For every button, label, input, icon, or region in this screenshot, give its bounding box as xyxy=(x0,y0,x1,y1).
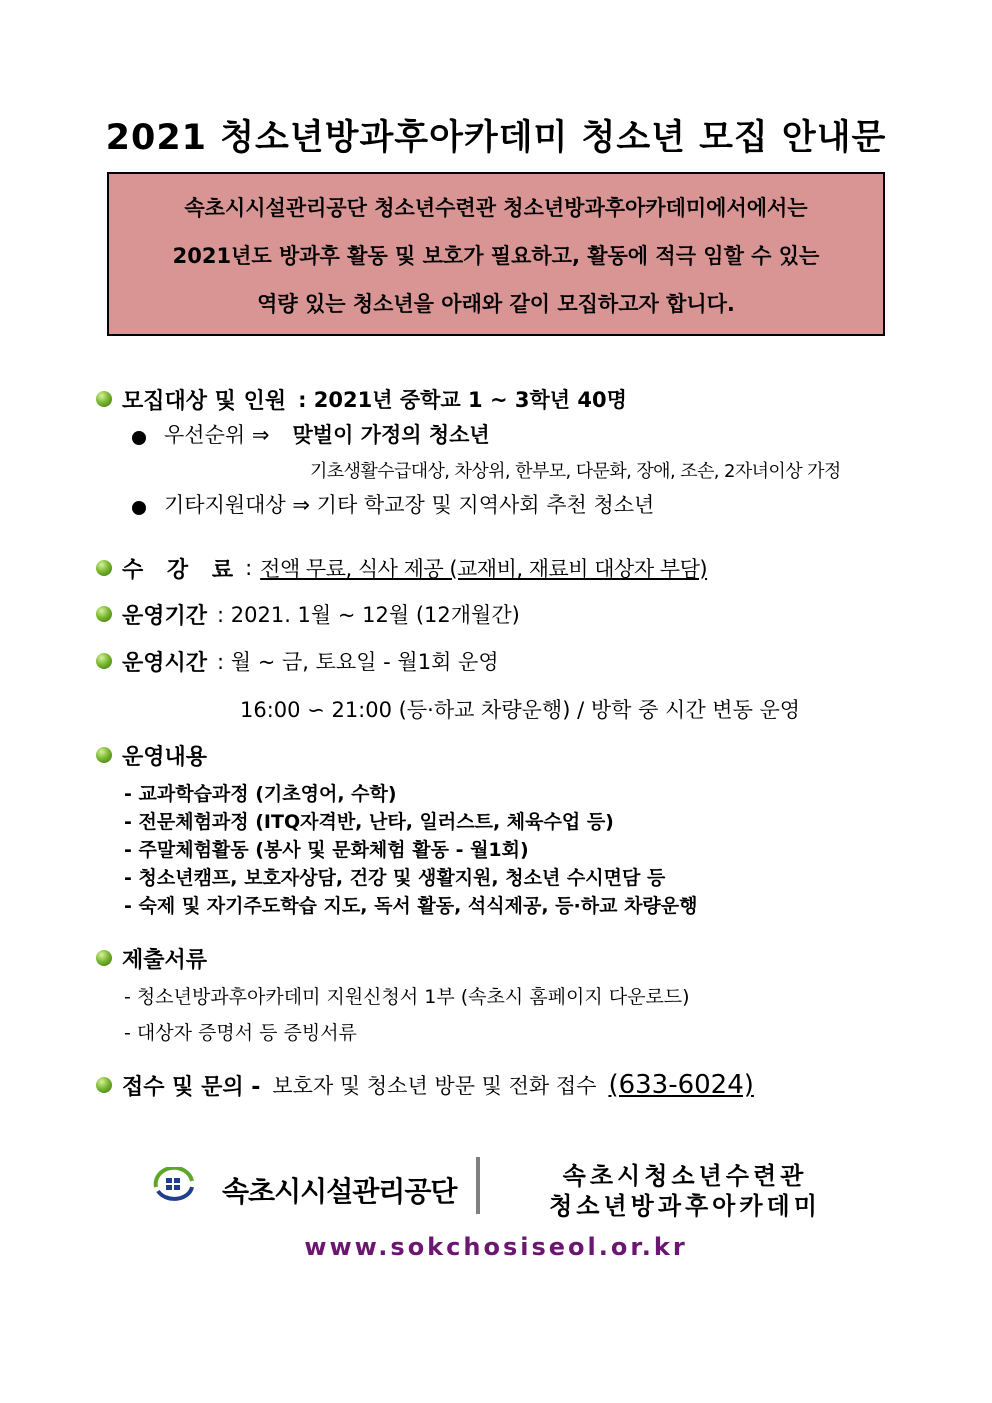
green-bullet-icon xyxy=(96,747,112,763)
content-item: - 주말체험활동 (봉사 및 문화체험 활동 - 월1회) xyxy=(124,839,529,861)
green-bullet-icon xyxy=(96,653,112,669)
page-title: 2021 청소년방과후아카데미 청소년 모집 안내문 xyxy=(105,118,887,158)
black-bullet-icon xyxy=(132,431,146,445)
recruit-label: 모집대상 및 인원 xyxy=(122,388,287,414)
fee-value: 전액 무료, 식사 제공 (교재비, 재료비 대상자 부담) xyxy=(260,557,708,581)
footer-divider xyxy=(476,1157,480,1214)
other-text: 기타지원대상 ⇒ 기타 학교장 및 지역사회 추천 청소년 xyxy=(164,493,655,517)
academy-name: 청소년방과후아카데미 xyxy=(549,1192,821,1220)
notice-line-1: 속초시시설관리공단 청소년수련관 청소년방과후아카데미에서에서는 xyxy=(184,196,808,220)
section-recruit xyxy=(96,384,627,414)
document-item: - 대상자 증명서 등 증빙서류 xyxy=(124,1022,357,1044)
section-inquiry xyxy=(96,1070,754,1100)
center-name: 속초시청소년수련관 xyxy=(562,1162,808,1190)
green-bullet-icon xyxy=(96,950,112,966)
green-bullet-icon xyxy=(96,560,112,576)
documents-label: 제출서류 xyxy=(122,947,208,973)
section-period xyxy=(96,599,520,629)
inquiry-phone: (633-6024) xyxy=(608,1070,754,1100)
website-url[interactable]: www.sokchosiseol.or.kr xyxy=(304,1233,688,1261)
hours-label: 운영시간 xyxy=(122,650,208,676)
green-bullet-icon xyxy=(96,606,112,622)
content-item: - 청소년캠프, 보호자상담, 건강 및 생활지원, 청소년 수시면담 등 xyxy=(124,867,666,889)
priority-detail: 기초생활수급대상, 차상위, 한부모, 다문화, 장애, 조손, 2자녀이상 가정 xyxy=(310,461,841,482)
section-hours xyxy=(96,646,499,676)
notice-line-3: 역량 있는 청소년을 아래와 같이 모집하고자 합니다. xyxy=(257,292,735,316)
org-logo-icon xyxy=(152,1167,196,1203)
content-item: - 전문체험과정 (ITQ자격반, 난타, 일러스트, 체육수업 등) xyxy=(124,811,614,833)
black-bullet-icon xyxy=(132,501,146,515)
priority-value: 맞벌이 가정의 청소년 xyxy=(292,423,490,447)
section-content xyxy=(96,740,207,770)
recruit-value: : 2021년 중학교 1 ~ 3학년 40명 xyxy=(298,388,627,412)
green-bullet-icon xyxy=(96,1077,112,1093)
section-documents xyxy=(96,943,207,973)
priority-row xyxy=(132,419,490,449)
inquiry-label: 접수 및 문의 - xyxy=(122,1074,261,1100)
other-row xyxy=(132,489,654,519)
inquiry-value: 보호자 및 청소년 방문 및 전화 접수 xyxy=(272,1074,597,1098)
content-item: - 숙제 및 자기주도학습 지도, 독서 활동, 석식제공, 등·하교 차량운행 xyxy=(124,895,698,917)
period-value: : 2021. 1월 ~ 12월 (12개월간) xyxy=(217,603,520,627)
section-fee xyxy=(96,553,707,583)
hours-detail: 16:00 ∽ 21:00 (등·하교 차량운행) / 방학 중 시간 변동 운영 xyxy=(240,698,801,722)
period-label: 운영기간 xyxy=(122,603,208,629)
notice-box xyxy=(107,172,885,336)
notice-line-2: 2021년도 방과후 활동 및 보호가 필요하고, 활동에 적극 임할 수 있는 xyxy=(172,244,820,268)
green-bullet-icon xyxy=(96,391,112,407)
content-label: 운영내용 xyxy=(122,744,208,770)
content-item: - 교과학습과정 (기초영어, 수학) xyxy=(124,783,397,805)
hours-value: : 월 ~ 금, 토요일 - 월1회 운영 xyxy=(217,650,499,674)
priority-label: 우선순위 ⇒ xyxy=(164,423,270,447)
org-name: 속초시시설관리공단 xyxy=(222,1175,457,1208)
fee-label: 수 강 료 xyxy=(122,557,242,583)
document-item: - 청소년방과후아카데미 지원신청서 1부 (속초시 홈페이지 다운로드) xyxy=(124,986,690,1008)
fee-sep: : xyxy=(245,556,253,580)
